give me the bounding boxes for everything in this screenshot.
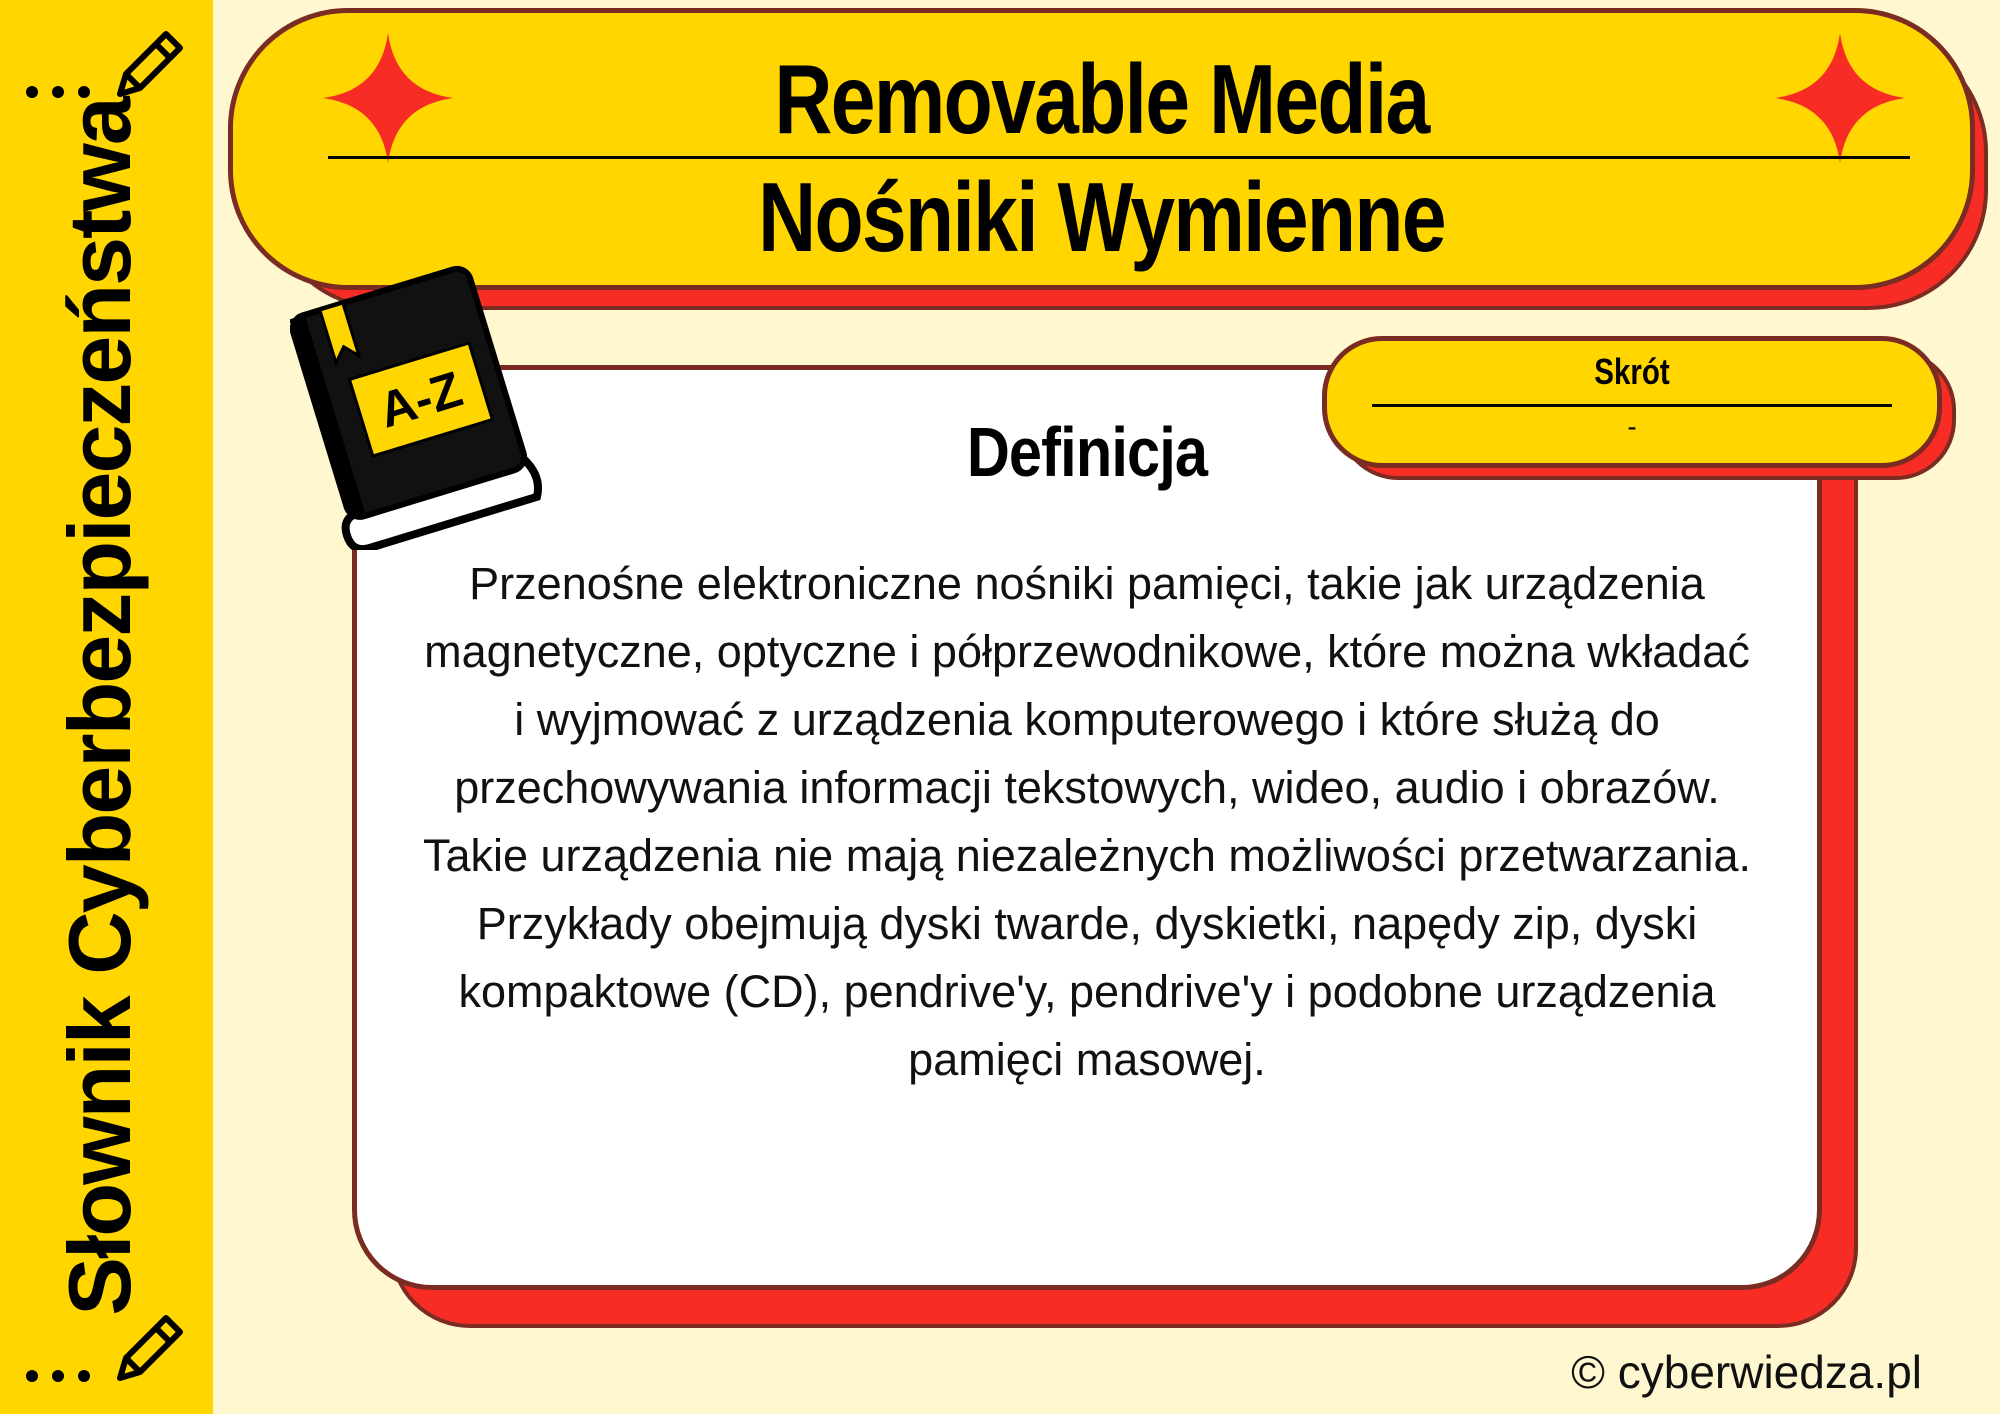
dictionary-book-icon	[290, 265, 550, 550]
dots-icon-bottom	[26, 1370, 96, 1384]
abbreviation-value: -	[1627, 411, 1637, 442]
definition-text: Przenośne elektroniczne nośniki pamięci, takie jak urządzenia magnetyczne, optyczne i półprzewodnikowe, które można wkładać i wyjmować z urządzenia komputerowego i które służą do przechowywania informacji tekstowych, wideo, audio i obrazów. Takie urządzenia nie mają niezależnych możliwości przetwarzania. Przykłady obejmują dyski twarde, dyskietki, napędy zip, dyski kompaktowe (CD), pendrive'y, pendrive'y i podobne urządzenia pamięci masowej.	[422, 558, 1752, 1085]
pencil-icon-top	[108, 24, 188, 104]
header-banner	[228, 8, 1975, 290]
title-polish: Nośniki Wymienne	[758, 162, 1445, 272]
abbreviation-box	[1322, 336, 1942, 468]
abbreviation-label: Skrót	[1594, 351, 1670, 392]
sidebar-title: Słownik Cyberbezpieczeństwa	[50, 98, 149, 1316]
sidebar	[0, 0, 213, 1414]
definition-card	[352, 365, 1822, 1290]
definition-heading: Definicja	[966, 413, 1208, 491]
pencil-icon-bottom	[108, 1308, 188, 1388]
footer-copyright: © cyberwiedza.pl	[1571, 1346, 1922, 1398]
book-label: A-Z	[372, 360, 469, 439]
title-english: Removable Media	[774, 44, 1429, 154]
header-divider	[328, 156, 1910, 159]
abbreviation-divider	[1372, 404, 1892, 407]
